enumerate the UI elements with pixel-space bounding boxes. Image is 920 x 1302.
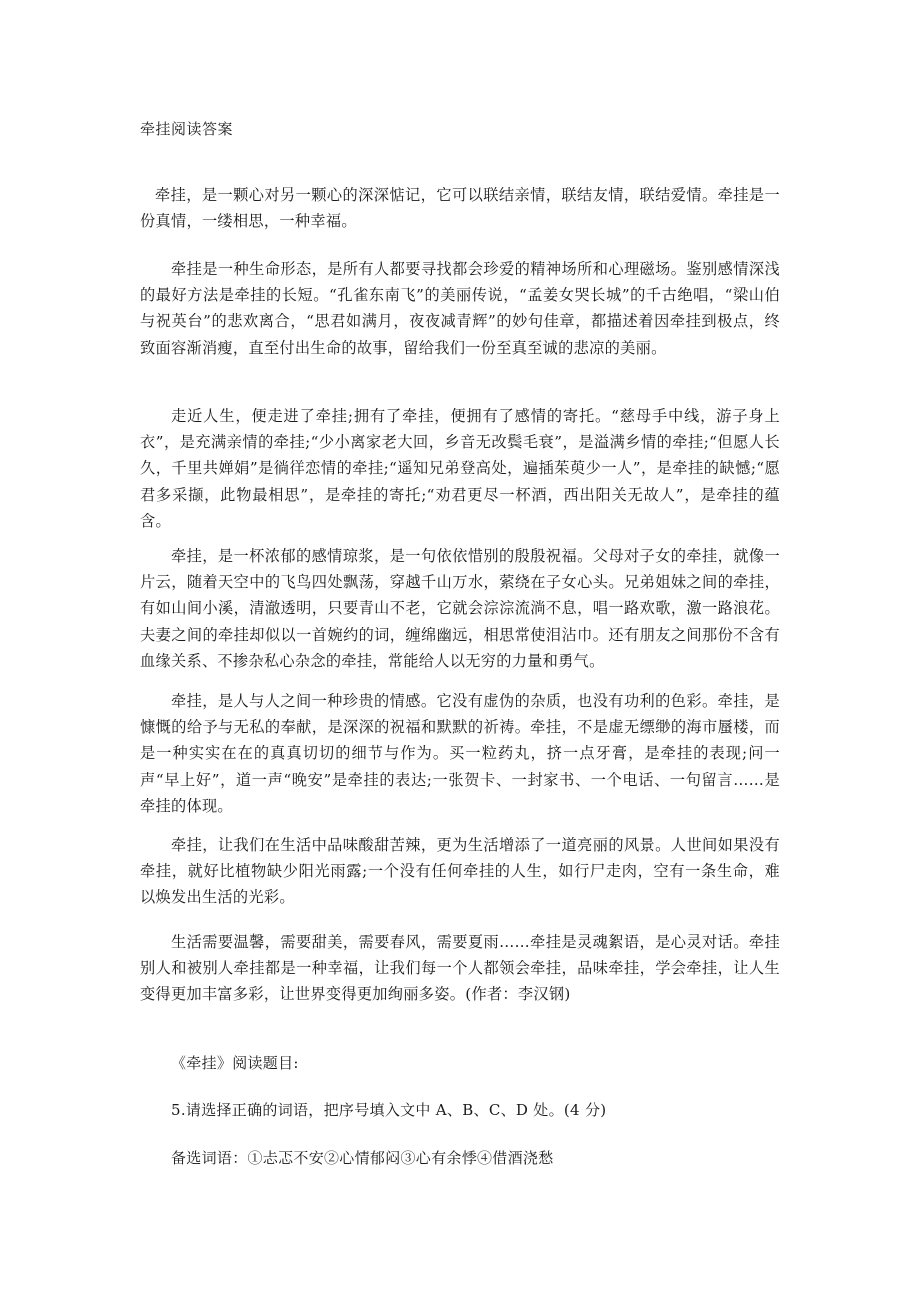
paragraph-5: 牵挂，是人与人之间一种珍贵的情感。它没有虚伪的杂质，也没有功利的色彩。牵挂，是慷慨的给予与无私的奉献，是深深的祝福和默默的祈祷。牵挂，不是虚无缥缈的海市蜃楼，而是一种实实在在的真真切切的细节与作为。买一粒药丸，挤一点牙膏，是牵挂的表现;问一声“早上好”，道一声“晚安”是牵挂的表达;一张贺卡、一封家书、一个电话、一句留言……是牵挂的体现。 bbox=[140, 692, 780, 815]
paragraph-2: 牵挂是一种生命形态，是所有人都要寻找都会珍爱的精神场所和心理磁场。鉴别感情深浅的最好方法是牵挂的长短。“孔雀东南飞”的美丽传说，“孟姜女哭长城”的千古绝唱，“梁山伯与祝英台”的悲欢离合，“思君如满月，夜夜减青辉”的妙句佳章，都描述着因牵挂到极点，终致面容渐消瘦，直至付出生命的故事，留给我们一份至真至诚的悲凉的美丽。 bbox=[140, 260, 780, 357]
document-title: 牵挂阅读答案 bbox=[140, 120, 234, 138]
question-5: 5.请选择正确的词语，把序号填入文中 A、B、C、D 处。(4 分) bbox=[171, 1101, 607, 1119]
paragraph-1: 牵挂，是一颗心对另一颗心的深深惦记，它可以联结亲情，联结友情，联结爱情。牵挂是一份真情，一缕相思，一种幸福。 bbox=[140, 186, 780, 231]
paragraph-6: 牵挂，让我们在生活中品味酸甜苦辣，更为生活增添了一道亮丽的风景。人世间如果没有牵挂，就好比植物缺少阳光雨露;一个没有任何牵挂的人生，如行尸走肉，空有一条生命，难以焕发出生活的光彩。 bbox=[140, 836, 780, 907]
paragraph-4: 牵挂，是一杯浓郁的感情琼浆，是一句依依惜别的殷殷祝福。父母对子女的牵挂，就像一片云，随着天空中的飞鸟四处飘荡，穿越千山万水，萦绕在子女心头。兄弟姐妹之间的牵挂，有如山间小溪，清澈透明，只要青山不老，它就会淙淙流淌不息，唱一路欢歌，激一路浪花。夫妻之间的牵挂却似以一首婉约的词，缠绵幽远，相思常使泪沾巾。还有朋友之间那份不含有血缘关系、不掺杂私心杂念的牵挂，常能给人以无穷的力量和勇气。 bbox=[140, 547, 780, 670]
paragraph-3: 走近人生，便走进了牵挂;拥有了牵挂，便拥有了感情的寄托。“慈母手中线，游子身上衣”，是充满亲情的牵挂;“少小离家老大回，乡音无改鬓毛衰”，是溢满乡情的牵挂;“但愿人长久，千里共婵娟”是徜徉恋情的牵挂;“遥知兄弟登高处，遍插茱萸少一人”，是牵挂的缺憾;“愿君多采撷，此物最相思”，是牵挂的寄托;“劝君更尽一杯酒，西出阳关无故人”，是牵挂的蕴含。 bbox=[140, 407, 780, 530]
paragraph-7: 生活需要温馨，需要甜美，需要春风，需要夏雨……牵挂是灵魂絮语，是心灵对话。牵挂别人和被别人牵挂都是一种幸福，让我们每一个人都领会牵挂，品味牵挂，学会牵挂，让人生变得更加丰富多彩，让世界变得更加绚丽多姿。(作者：李汉钢) bbox=[140, 933, 780, 1004]
questions-heading: 《牵挂》阅读题目: bbox=[171, 1054, 299, 1072]
word-options: 备选词语：①忐忑不安②心情郁闷③心有余悸④借酒浇愁 bbox=[171, 1149, 554, 1167]
